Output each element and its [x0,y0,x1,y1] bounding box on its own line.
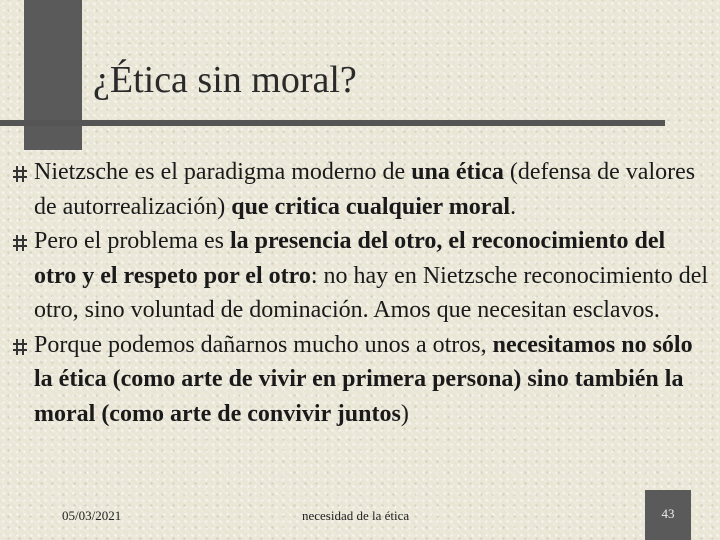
bullet-item [12,155,712,224]
hash-bullet-icon [12,338,28,356]
bullet-text: Pero el problema es la presencia del otro, el reconocimiento del otro y el respeto por el otro: no hay en Nietzsche reconocimiento del otro, sino voluntad de dominación. Amos que necesitan esclavos. [34,228,709,323]
bullet-text: Porque podemos dañarnos mucho unos a otros, necesitamos no sólo la ética (como arte de vivir en primera persona) sino también la moral (como arte de convivir juntos) [34,331,693,427]
bullet-item [12,328,712,432]
footer-date: 05/03/2021 [62,508,122,523]
bullet-list [12,155,712,431]
bullet-text: Nietzsche es el paradigma moderno de una ética (defensa de valores de autorrealización) que critica cualquier moral. [34,159,696,220]
title-accent-block [24,0,82,150]
bullet-item [12,224,712,328]
title-divider-line [0,120,665,126]
footer-title: necesidad de la ética [302,508,410,523]
slide-title: ¿Ética sin moral? [93,59,357,101]
hash-bullet-icon [12,165,28,183]
page-number: 43 [661,506,675,521]
hash-bullet-icon [12,234,28,252]
page-number-box [645,490,691,540]
